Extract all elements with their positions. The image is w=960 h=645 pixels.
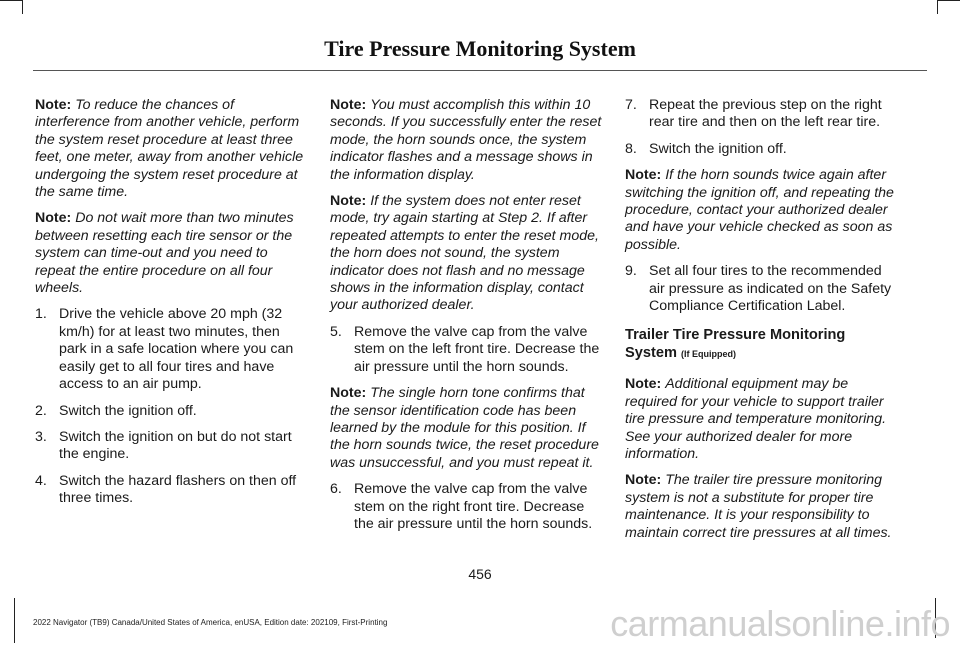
header-rule bbox=[33, 70, 927, 71]
step-text: Switch the ignition off. bbox=[649, 140, 787, 157]
note-label: Note: bbox=[35, 97, 72, 113]
step-7 bbox=[625, 97, 897, 132]
step-number: 9. bbox=[625, 263, 637, 280]
note bbox=[625, 472, 897, 542]
step-text: Set all four tires to the recommended air pressure as indicated on the Safety Compliance Certification Label. bbox=[649, 263, 892, 315]
crop-mark bbox=[22, 0, 23, 14]
column-1 bbox=[35, 97, 307, 517]
note-label: Note: bbox=[625, 167, 662, 184]
step-8 bbox=[625, 141, 897, 158]
step-number: 1. bbox=[35, 306, 47, 323]
note bbox=[35, 210, 307, 297]
note-label: Note: bbox=[625, 376, 662, 393]
step-number: 5. bbox=[330, 323, 342, 340]
note bbox=[625, 167, 897, 254]
watermark: carmanualsonline.info bbox=[610, 603, 950, 644]
note-label: Note: bbox=[35, 210, 72, 227]
note-text: You must accomplish this within 10 seconds. If you successfully enter the reset mode, the horn sounds once, the system indicator flashes and a message shows in the information display. bbox=[330, 97, 602, 183]
note-label: Note: bbox=[625, 472, 662, 489]
note-text: If the system does not enter reset mode, try again starting at Step 2. If after repeated attempts to enter the reset mode, the horn does not sound, the system indicator does not flash and no message shows in the information display, contact your authorized dealer. bbox=[330, 193, 599, 314]
step-text: Remove the valve cap from the valve stem on the right front tire. Decrease the air pressure until the horn sounds. bbox=[354, 481, 593, 532]
note bbox=[625, 376, 897, 463]
step-number: 8. bbox=[625, 140, 637, 157]
crop-mark bbox=[0, 0, 22, 1]
step-3 bbox=[35, 429, 307, 464]
section-heading-suffix: (If Equipped) bbox=[680, 348, 736, 359]
step-1 bbox=[35, 306, 307, 393]
section-heading bbox=[625, 327, 897, 363]
step-text: Drive the vehicle above 20 mph (32 km/h) for at least two minutes, then park in a safe location where you can easily get to all four tires and have access to an air pump. bbox=[59, 306, 294, 393]
note-label: Note: bbox=[330, 193, 367, 210]
step-9 bbox=[625, 263, 897, 315]
step-text: Remove the valve cap from the valve stem on the left front tire. Decrease the air pressure until the horn sounds. bbox=[354, 323, 600, 375]
step-6 bbox=[330, 481, 602, 533]
note bbox=[330, 97, 602, 184]
step-text: Switch the ignition on but do not start the engine. bbox=[59, 428, 292, 463]
step-number: 4. bbox=[35, 472, 47, 489]
note-text: The trailer tire pressure monitoring system is not a substitute for proper tire maintenance. It is your responsibility to maintain correct tire pressures at all times. bbox=[625, 472, 892, 541]
step-number: 2. bbox=[35, 402, 47, 419]
note-text: To reduce the chances of interference from another vehicle, perform the system reset procedure at least three feet, one meter, away from another vehicle undergoing the system reset procedure at the same time. bbox=[35, 97, 304, 201]
step-5 bbox=[330, 324, 602, 376]
crop-mark bbox=[937, 0, 938, 14]
note-text: Do not wait more than two minutes between resetting each tire sensor or the system can time-out and you need to repeat the entire procedure on all four wheels. bbox=[35, 210, 294, 297]
step-number: 6. bbox=[330, 481, 342, 498]
crop-mark bbox=[938, 0, 960, 1]
column-2 bbox=[330, 97, 602, 542]
step-2 bbox=[35, 403, 307, 420]
section-heading-text: Trailer Tire Pressure Monitoring System bbox=[625, 327, 846, 361]
step-number: 3. bbox=[35, 428, 47, 445]
column-3 bbox=[625, 97, 897, 551]
step-text: Switch the ignition off. bbox=[59, 402, 197, 419]
page-title: Tire Pressure Monitoring System bbox=[324, 36, 636, 61]
note bbox=[35, 97, 307, 201]
step-text: Repeat the previous step on the right rear tire and then on the left rear tire. bbox=[649, 97, 882, 131]
note-label: Note: bbox=[330, 385, 367, 402]
step-number: 7. bbox=[625, 97, 637, 113]
note bbox=[330, 193, 602, 315]
crop-mark bbox=[14, 598, 15, 643]
note-text: The single horn tone confirms that the sensor identification code has been learned by the module for this position. If the horn sounds twice, the reset procedure was unsuccessful, and you must repeat it. bbox=[330, 385, 599, 471]
note-text: If the horn sounds twice again after switching the ignition off, and repeating the procedure, contact your authorized dealer and have your vehicle checked as soon as possible. bbox=[625, 167, 894, 253]
note-text: Additional equipment may be required for your vehicle to support trailer tire pressure and temperature monitoring. See your authorized dealer for more information. bbox=[625, 376, 887, 462]
step-text: Switch the hazard flashers on then off three times. bbox=[59, 472, 297, 507]
step-4 bbox=[35, 473, 307, 508]
note bbox=[330, 385, 602, 472]
note-label: Note: bbox=[330, 97, 367, 113]
page-number: 456 bbox=[468, 566, 492, 582]
footer-edition-text: 2022 Navigator (TB9) Canada/United States of America, enUSA, Edition date: 202109, First-Printing bbox=[33, 618, 388, 627]
